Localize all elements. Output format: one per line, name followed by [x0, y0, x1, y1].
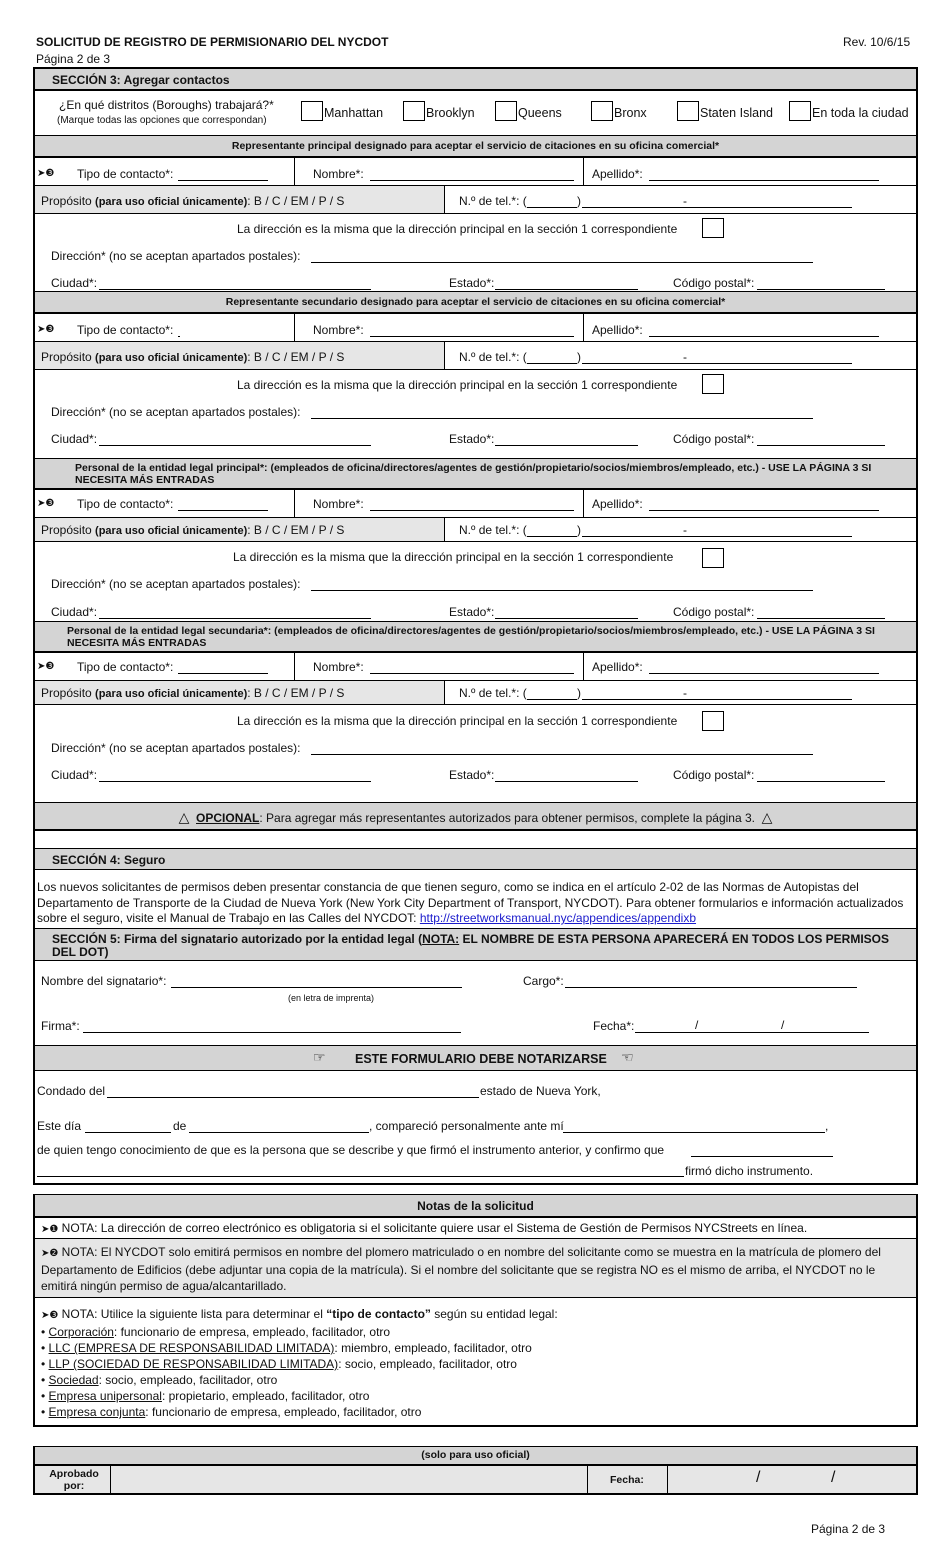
note3-marker-icon: ➤❸	[37, 498, 55, 509]
address-input[interactable]	[311, 262, 813, 263]
state-input[interactable]	[495, 445, 638, 446]
zip-input[interactable]	[757, 781, 885, 782]
contact-type-list-item: • Sociedad: socio, empleado, facilitador, otro	[41, 1373, 278, 1387]
notary-title: ESTE FORMULARIO DEBE NOTARIZARSE	[355, 1052, 607, 1066]
position-input[interactable]	[565, 987, 857, 988]
contact-block-3-name-row	[35, 489, 916, 517]
phone-label: N.º de tel.*: (	[459, 350, 527, 364]
same-address-label: La dirección es la misma que la dirección principal en la sección 1 correspondiente	[237, 378, 678, 392]
note-3: ➤❸ NOTA: Utilice la siguiente lista para determinar el “tipo de contacto” según su entidad legal: • Corporación: funcionario de empresa, empleado, facilitador, otro • LLC (EMPRESA DE RESPONSABILIDAD LIMITADA): miembro, empleado, facilitador, otro • LLP (SOCIEDAD DE RESPONSABILIDAD LIMITADA): socio, empleado, facilitador, otro • Sociedad: socio, empleado, facilitador, otro • Empresa unipersonal: propietario, empleado, facilitador, otro • Empresa conjunta: funcionario de empresa, empleado, facilitador, otro	[35, 1297, 916, 1425]
phone-dash: -	[683, 523, 687, 537]
same-address-checkbox[interactable]	[702, 218, 724, 238]
date-slash: /	[756, 1469, 761, 1486]
appeared-label: , compareció personalmente ante mí	[369, 1119, 564, 1133]
city-input[interactable]	[99, 618, 371, 619]
contact-type-label: Tipo de contacto*:	[77, 660, 174, 674]
knowledge-label: de quien tengo conocimiento de que es la persona que se describe y que firmó el instrumento anterior, y confirmo que	[37, 1143, 665, 1157]
phone-label: N.º de tel.*: (	[459, 686, 527, 700]
city-label: Ciudad*:	[51, 605, 98, 619]
phone-label: N.º de tel.*: (	[459, 523, 527, 537]
city-label: Ciudad*:	[51, 768, 98, 782]
first-name-label: Nombre*:	[313, 167, 364, 181]
first-name-input[interactable]	[370, 673, 574, 674]
contact-type-input[interactable]	[178, 510, 268, 511]
day-input[interactable]	[85, 1132, 171, 1133]
last-name-input[interactable]	[649, 673, 879, 674]
phone-number-input[interactable]	[582, 536, 852, 537]
state-label: Estado*:	[449, 605, 495, 619]
city-input[interactable]	[99, 289, 371, 290]
note3-marker-icon: ➤❸	[41, 1310, 59, 1321]
form-title: SOLICITUD DE REGISTRO DE PERMISIONARIO DEL NYCDOT	[36, 35, 389, 49]
approved-by-label: Aprobado por:	[49, 1468, 99, 1492]
contact-type-label: Tipo de contacto*:	[77, 323, 174, 337]
state-label: Estado*:	[449, 432, 495, 446]
queens-checkbox[interactable]	[495, 101, 517, 121]
section3-title: SECCIÓN 3: Agregar contactos	[52, 73, 230, 87]
note3-marker-icon: ➤❸	[37, 168, 55, 179]
city-label: Ciudad*:	[51, 432, 98, 446]
bronx-checkbox[interactable]	[591, 101, 613, 121]
purpose-label: Propósito (para uso oficial únicamente): B / C / EM / P / S	[41, 523, 345, 537]
note1-marker-icon: ➤❶	[41, 1224, 59, 1235]
phone-dash: -	[683, 350, 687, 364]
footer-page-indicator: Página 2 de 3	[811, 1522, 886, 1536]
optional-banner-text: △ OPCIONAL: Para agregar más representantes autorizados para obtener permisos, complete la página 3. △	[178, 809, 773, 825]
date-slash: /	[781, 1018, 785, 1032]
staten-island-checkbox[interactable]	[677, 101, 699, 121]
approved-by-input[interactable]	[111, 1466, 588, 1493]
contact-type-input[interactable]	[178, 673, 268, 674]
first-name-input[interactable]	[370, 180, 574, 181]
phone-dash: -	[683, 686, 687, 700]
appeared-before-input[interactable]	[563, 1132, 825, 1133]
phone-area-input[interactable]	[527, 363, 577, 364]
zip-label: Código postal*:	[673, 432, 755, 446]
first-name-input[interactable]	[370, 510, 574, 511]
official-date-input[interactable]	[668, 1466, 916, 1493]
note-1: ➤❶ NOTA: La dirección de correo electrónico es obligatoria si el solicitante quiere usar el Sistema de Gestión de Permisos NYCStreets en línea.	[35, 1217, 916, 1238]
boroughs-row	[35, 90, 916, 135]
last-name-label: Apellido*:	[592, 167, 643, 181]
date-slash: /	[831, 1469, 836, 1486]
last-name-label: Apellido*:	[592, 660, 643, 674]
same-address-label: La dirección es la misma que la dirección principal en la sección 1 correspondiente	[237, 222, 678, 236]
signatory-name-input[interactable]	[171, 987, 462, 988]
phone-area-input[interactable]	[527, 699, 577, 700]
note3-marker-icon: ➤❸	[37, 324, 55, 335]
same-address-checkbox[interactable]	[702, 374, 724, 394]
contact-block-3-header	[35, 458, 916, 489]
queens-label: Queens	[518, 106, 562, 120]
contact-block-3-purpose-row	[35, 517, 916, 541]
signatory-name-label: Nombre del signatario*:	[41, 974, 167, 988]
phone-area-input[interactable]	[527, 536, 577, 537]
same-address-label: La dirección es la misma que la dirección principal en la sección 1 correspondiente	[237, 714, 678, 728]
purpose-label: Propósito (para uso oficial únicamente): B / C / EM / P / S	[41, 350, 345, 364]
contact-block-2-name-row	[35, 313, 916, 341]
address-label: Dirección* (no se aceptan apartados postales):	[51, 405, 301, 419]
city-input[interactable]	[99, 781, 371, 782]
section4-header	[35, 848, 916, 870]
notes-header: Notas de la solicitud	[35, 1195, 916, 1217]
phone-paren: )	[577, 523, 581, 537]
contact-block-1-header: Representante principal designado para aceptar el servicio de citaciones en su oficina comercial*	[35, 135, 916, 157]
address-label: Dirección* (no se aceptan apartados postales):	[51, 249, 301, 263]
boroughs-hint: (Marque todas las opciones que correspondan)	[57, 115, 267, 126]
warning-triangle-icon: △	[761, 809, 773, 825]
signature-label: Firma*:	[41, 1019, 80, 1033]
confirm-input[interactable]	[691, 1156, 833, 1157]
last-name-label: Apellido*:	[592, 323, 643, 337]
manhattan-label: Manhattan	[324, 106, 384, 120]
zip-label: Código postal*:	[673, 276, 755, 290]
contact-block-1-address-row	[35, 213, 916, 292]
sign-date-label: Fecha*:	[593, 1019, 635, 1033]
section5-title: SECCIÓN 5: Firma del signatario autorizado por la entidad legal (NOTA: EL NOMBRE DE ESTA PERSONA APARECERÁ EN TODOS LOS PERMISOS DEL DOT)	[52, 932, 890, 959]
contact-type-label: Tipo de contacto*:	[77, 497, 174, 511]
state-label: Estado*:	[449, 276, 495, 290]
note-2: ➤❷ NOTA: El NYCDOT solo emitirá permisos en nombre del plomero matriculado o en nombre del solicitante como se muestra en la matrícula de plomero del Departamento de Edificios (debe adjuntar una copia de la matrícula). Si el nombre del solicitante que se registra NO es el mismo de arriba, el NYCDOT no le emitirá ningún permiso de agua/alcantarillado.	[35, 1238, 916, 1297]
contact-block-4-name-row	[35, 652, 916, 680]
phone-number-input[interactable]	[582, 363, 852, 364]
phone-number-input[interactable]	[582, 699, 852, 700]
citywide-checkbox[interactable]	[789, 101, 811, 121]
contact-type-input[interactable]	[178, 180, 268, 181]
zip-label: Código postal*:	[673, 768, 755, 782]
signature-section	[35, 961, 916, 1045]
contact-type-list-item: • Empresa conjunta: funcionario de empresa, empleado, facilitador, otro	[41, 1405, 422, 1419]
county-input[interactable]	[107, 1097, 479, 1098]
purpose-label: Propósito (para uso oficial únicamente): B / C / EM / P / S	[41, 194, 345, 208]
zip-input[interactable]	[757, 618, 885, 619]
state-input[interactable]	[495, 289, 638, 290]
section5-header	[35, 928, 916, 961]
phone-paren: )	[577, 194, 581, 208]
county-label: Condado del	[37, 1084, 106, 1098]
contact-type-list-item: • LLP (SOCIEDAD DE RESPONSABILIDAD LIMITADA): socio, empleado, facilitador, otro	[41, 1357, 517, 1371]
notary-body	[35, 1071, 916, 1183]
section4-title: SECCIÓN 4: Seguro	[52, 853, 166, 867]
bronx-label: Bronx	[614, 106, 647, 120]
contact-type-label: Tipo de contacto*:	[77, 167, 174, 181]
phone-paren: )	[577, 350, 581, 364]
spacer-row	[35, 830, 916, 848]
zip-input[interactable]	[757, 289, 885, 290]
section4-body	[35, 870, 916, 928]
pointing-hand-icon: ☞	[313, 1049, 326, 1065]
contact-type-input[interactable]	[178, 336, 180, 337]
city-input[interactable]	[99, 445, 371, 446]
last-name-input[interactable]	[649, 510, 879, 511]
optional-banner	[35, 802, 916, 830]
last-name-label: Apellido*:	[592, 497, 643, 511]
month-input[interactable]	[189, 1132, 369, 1133]
state-input[interactable]	[495, 618, 638, 619]
insurance-text: Los nuevos solicitantes de permisos deben presentar constancia de que tienen seguro, como se indica en el artículo 2-02 de las Normas de Autopistas del Departamento de Transporte de la Ciudad de Nueva York (New York City Department of Transport, NYCDOT). Para obtener formularios e información actualizados sobre el seguro, visite el Manual de Trabajo en las Calles del NYCDOT: http://streetworksmanual.nyc/appendices/appendixb	[37, 880, 904, 925]
address-input[interactable]	[311, 418, 813, 419]
note2-marker-icon: ➤❷	[41, 1248, 59, 1259]
address-label: Dirección* (no se aceptan apartados postales):	[51, 741, 301, 755]
manhattan-checkbox[interactable]	[301, 101, 323, 121]
signature-input[interactable]	[83, 1032, 461, 1033]
signer-input[interactable]	[37, 1176, 684, 1177]
position-label: Cargo*:	[523, 974, 564, 988]
of-label: de	[173, 1119, 187, 1133]
phone-label: N.º de tel.*: (	[459, 194, 527, 208]
first-name-input[interactable]	[370, 336, 574, 337]
official-use-header: (solo para uso oficial)	[35, 1447, 916, 1465]
contact-block-2-header: Representante secundario designado para aceptar el servicio de citaciones en su oficina comercial*	[35, 291, 916, 313]
warning-triangle-icon: △	[178, 809, 190, 825]
signed-label: firmó dicho instrumento.	[685, 1164, 814, 1178]
last-name-input[interactable]	[649, 180, 879, 181]
contact-block-1-name-row	[35, 157, 916, 185]
boroughs-question: ¿En qué distritos (Boroughs) trabajará?*	[59, 98, 274, 112]
phone-number-input[interactable]	[582, 207, 852, 208]
contact-block-4-title: Personal de la entidad legal secundaria*: (empleados de oficina/directores/agentes de gestión/propietario/socios/miembros/empleado, etc.) - USE LA PÁGINA 3 SI NECESITA MÁS ENTRADAS	[67, 625, 875, 649]
contact-block-4-header	[35, 621, 916, 652]
phone-dash: -	[683, 194, 687, 208]
note3-marker-icon: ➤❸	[37, 661, 55, 672]
same-address-checkbox[interactable]	[702, 711, 724, 731]
same-address-checkbox[interactable]	[702, 548, 724, 568]
ny-state-label: estado de Nueva York,	[480, 1084, 601, 1098]
pointing-hand-icon: ☞	[621, 1049, 634, 1065]
page-indicator: Página 2 de 3	[36, 52, 111, 66]
first-name-label: Nombre*:	[313, 497, 364, 511]
zip-label: Código postal*:	[673, 605, 755, 619]
sign-date-input[interactable]	[635, 1032, 869, 1033]
brooklyn-checkbox[interactable]	[403, 101, 425, 121]
contact-type-list-item: • LLC (EMPRESA DE RESPONSABILIDAD LIMITADA): miembro, empleado, facilitador, otro	[41, 1341, 532, 1355]
section3-header	[35, 68, 916, 90]
contact-block-4-address-row	[35, 704, 916, 802]
first-name-label: Nombre*:	[313, 323, 364, 337]
comma: ,	[825, 1119, 829, 1133]
contact-block-3-title: Personal de la entidad legal principal*: (empleados de oficina/directores/agentes de gestión/propietario/socios/miembros/empleado, etc.) - USE LA PÁGINA 3 SI NECESITA MÁS ENTRADAS	[75, 462, 872, 486]
address-input[interactable]	[311, 754, 813, 755]
day-label: Este día	[37, 1119, 82, 1133]
official-use-row	[35, 1465, 916, 1493]
citywide-label: En toda la ciudad	[812, 106, 909, 120]
contact-type-list-item: • Corporación: funcionario de empresa, empleado, facilitador, otro	[41, 1325, 391, 1339]
last-name-input[interactable]	[649, 336, 879, 337]
contact-block-3-address-row	[35, 541, 916, 621]
notary-header	[35, 1045, 916, 1071]
same-address-label: La dirección es la misma que la dirección principal en la sección 1 correspondiente	[233, 550, 674, 564]
city-label: Ciudad*:	[51, 276, 98, 290]
contact-type-list-item: • Empresa unipersonal: propietario, empleado, facilitador, otro	[41, 1389, 370, 1403]
brooklyn-label: Brooklyn	[426, 106, 475, 120]
contact-block-4-purpose-row	[35, 680, 916, 704]
state-input[interactable]	[495, 781, 638, 782]
contact-block-1-purpose-row	[35, 185, 916, 213]
address-label: Dirección* (no se aceptan apartados postales):	[51, 577, 301, 591]
print-hint: (en letra de imprenta)	[288, 993, 375, 1003]
phone-paren: )	[577, 686, 581, 700]
contact-block-2-address-row	[35, 369, 916, 458]
first-name-label: Nombre*:	[313, 660, 364, 674]
phone-area-input[interactable]	[527, 207, 577, 208]
zip-input[interactable]	[757, 445, 885, 446]
contact-block-2-purpose-row	[35, 341, 916, 369]
contact-type-list	[41, 1324, 910, 1420]
official-date-label: Fecha:	[610, 1474, 644, 1486]
revision-date: Rev. 10/6/15	[843, 35, 911, 49]
purpose-label: Propósito (para uso oficial únicamente): B / C / EM / P / S	[41, 686, 345, 700]
staten-island-label: Staten Island	[700, 106, 773, 120]
state-label: Estado*:	[449, 768, 495, 782]
insurance-manual-link[interactable]: http://streetworksmanual.nyc/appendices/appendixb	[419, 911, 697, 925]
address-input[interactable]	[311, 590, 813, 591]
date-slash: /	[695, 1018, 699, 1032]
